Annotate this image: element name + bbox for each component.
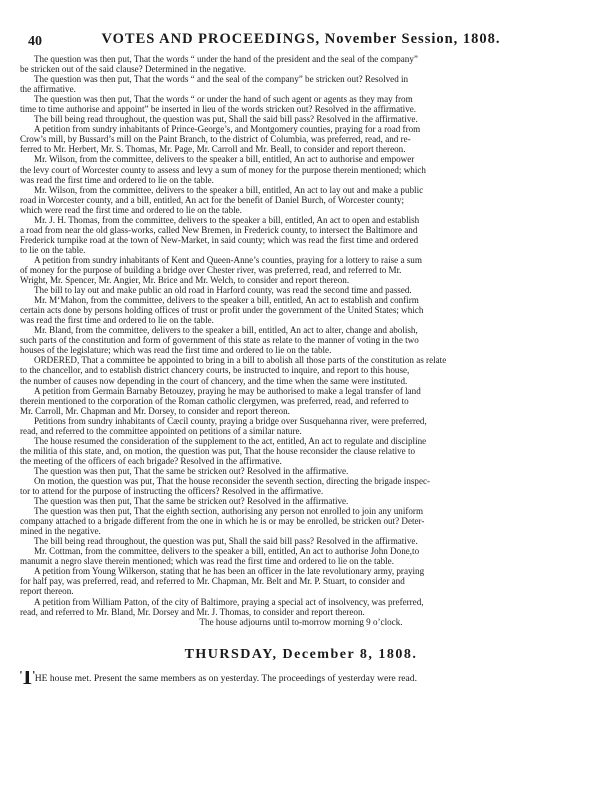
text-line: tor to attend for the purpose of instructing the officers? Resolved in the affirmative.: [20, 486, 324, 497]
text-line: road in Worcester county, and a bill, entitled, An act for the benefit of Daniel Burch, of Worcester county;: [20, 194, 404, 205]
text-line: houses of the legislature; which was read the first time and ordered to lie on the table.: [20, 345, 332, 356]
opening-paragraph: [20, 671, 582, 685]
text-line: Mr. M‘Mahon, from the committee, delivers to the speaker a bill, entitled, An act to establish and confirm: [34, 295, 419, 306]
text-line: The house resumed the consideration of the supplement to the act, entitled, An act to regulate and discipline: [34, 435, 427, 446]
day-heading: THURSDAY, December 8, 1808.: [184, 646, 418, 662]
text-line: time to time authorise and appoint” be inserted in lieu of the words stricken out? Resolved in the affirmative.: [20, 104, 417, 115]
text-line: The bill being read throughout, the question was put, Shall the said bill pass? Resolved in the affirmative.: [34, 536, 418, 547]
text-line: A petition from sundry inhabitants of Kent and Queen-Anne’s counties, praying for a lottery to raise a sum: [34, 254, 422, 265]
text-line: which were read the first time and ordered to lie on the table.: [20, 204, 242, 215]
text-line: The question was then put, That the same be stricken out? Resolved in the affirmative.: [34, 496, 349, 507]
text-line: company attached to a brigade different from the one in which he is or may be enrolled, be stricken out? Deter-: [20, 516, 425, 527]
page-title: VOTES AND PROCEEDINGS, November Session, 1808.: [101, 31, 501, 47]
text-line: the levy court of Worcester county to assess and levy a sum of money for the purpose therein mentioned; which: [20, 164, 426, 175]
text-line: The question was then put, That the words “ under the hand of the president and the seal of the company”: [34, 54, 418, 64]
text-line: Frederick turnpike road at the town of New-Market, in said county; which was read the first time and ordered: [20, 234, 419, 245]
text-line: ferred to Mr. Herbert, Mr. S. Thomas, Mr. Page, Mr. Carroll and Mr. Beall, to consider and report thereon.: [20, 144, 406, 155]
opening-text: HE house met. Present the same members as on yesterday. The proceedings of yesterday were read.: [34, 672, 417, 684]
text-line: A petition from Young Wilkerson, stating that he has been an officer in the late revolutionary army, praying: [34, 566, 425, 577]
text-line: Mr. Wilson, from the committee, delivers to the speaker a bill, entitled, An act to authorise and empower: [34, 154, 415, 165]
text-line: the meeting of the officers of each brigade? Resolved in the affirmative.: [20, 455, 282, 466]
text-line: a road from near the old glass-works, called New Bremen, in Frederick county, to intersect the Baltimore and: [20, 224, 418, 235]
text-line: mined in the negative.: [20, 526, 101, 537]
text-line: to lie on the table.: [20, 244, 86, 255]
text-line: The bill to lay out and make public an old road in Harford county, was read the second time and passed.: [34, 285, 412, 296]
text-line: certain acts done by persons holding offices of trust or profit under the government of the United States; which: [20, 305, 424, 316]
text-line: Crow’s mill, by Bussard’s mill on the Paint Branch, to the district of Columbia, was preferred, read, and re-: [20, 134, 411, 145]
text-line: Petitions from sundry inhabitants of Cæcil county, praying a bridge over Susquehanna river, were preferred,: [34, 415, 427, 426]
text-line: be stricken out of the said clause? Determined in the negative.: [20, 64, 246, 75]
text-line: the militia of this state, and, on motion, the question was put, That the house reconsider the clause relative to: [20, 445, 416, 456]
text-line: The question was then put, That the words “ and the seal of the company” be stricken out? Resolved in: [34, 74, 409, 85]
text-line: A petition from William Patton, of the city of Baltimore, praying a special act of insolvency, was preferred,: [34, 596, 424, 607]
proceedings-body: [20, 54, 582, 627]
text-line: On motion, the question was put, That the house reconsider the seventh section, directing the brigade inspec-: [34, 475, 431, 486]
text-line: therein mentioned to the corporation of the Roman catholic clergymen, was preferred, read, and referred to: [20, 395, 409, 406]
text-line: such parts of the constitution and form of government of this state as relate to the manner of voting in the two: [20, 335, 419, 346]
text-line: Mr. J. H. Thomas, from the committee, delivers to the speaker a bill, entitled, An act to open and establish: [34, 214, 420, 225]
text-line: The bill being read throughout, the question was put, Shall the said bill pass? Resolved in the affirmative.: [34, 114, 418, 125]
text-line: read, and referred to Mr. Bland, Mr. Dorsey and Mr. J. Thomas, to consider and report thereon.: [20, 606, 365, 617]
text-line: A petition from sundry inhabitants of Prince-George’s, and Montgomery counties, praying for a road from: [34, 124, 421, 135]
text-line: was read the first time and ordered to lie on the table.: [20, 315, 214, 326]
text-line: Wright, Mr. Spencer, Mr. Angier, Mr. Brice and Mr. Welch, to consider and report thereon.: [20, 275, 350, 286]
text-line: read, and referred to the committee appointed on petitions of a similar nature.: [20, 425, 302, 436]
text-line: for half pay, was preferred, read, and referred to Mr. Chapman, Mr. Belt and Mr. P. Stuart, to consider and: [20, 576, 405, 587]
text-line: The house adjourns until to-morrow morning 9 o’clock.: [199, 616, 403, 627]
text-line: the affirmative.: [20, 84, 76, 95]
text-line: to the chancellor, and to establish district chancery courts, be instructed to inquire, and report to this house,: [20, 365, 410, 376]
text-line: A petition from Germain Barnaby Betouzey, praying he may be authorised to make a legal transfer of land: [34, 385, 421, 396]
text-line: The question was then put, That the eighth section, authorising any person not enrolled to join any uniform: [34, 506, 424, 517]
text-line: Mr. Wilson, from the committee, delivers to the speaker a bill, entitled, An act to lay out and make a public: [34, 184, 424, 195]
text-line: of money for the purpose of building a bridge over Chester river, was preferred, read, and referred to Mr.: [20, 264, 402, 275]
page-number: 40: [28, 34, 42, 49]
text-line: The question was then put, That the same be stricken out? Resolved in the affirmative.: [34, 465, 349, 476]
text-line: manumit a negro slave therein mentioned; which was read the first time and ordered to lie on the table.: [20, 556, 394, 567]
text-line: the number of causes now depending in the court of chancery, and the time when the same were instituted.: [20, 375, 408, 386]
text-line: The question was then put, That the words “ or under the hand of such agent or agents as they may from: [34, 94, 413, 105]
text-line: Mr. Carroll, Mr. Chapman and Mr. Dorsey, to consider and report thereon.: [20, 405, 290, 416]
text-line: ORDERED, That a committee be appointed to bring in a bill to abolish all those parts of the constitution as relate: [34, 355, 447, 366]
text-line: Mr. Cottman, from the committee, delivers to the speaker a bill, entitled, An act to authorise John Done,to: [34, 546, 420, 557]
page-header: [20, 30, 582, 50]
text-line: was read the first time and ordered to lie on the table.: [20, 174, 214, 185]
drop-cap: T: [20, 670, 35, 685]
text-line: Mr. Bland, from the committee, delivers to the speaker a bill, entitled, An act to alter, change and abolish,: [34, 325, 418, 336]
text-line: report thereon.: [20, 586, 74, 597]
